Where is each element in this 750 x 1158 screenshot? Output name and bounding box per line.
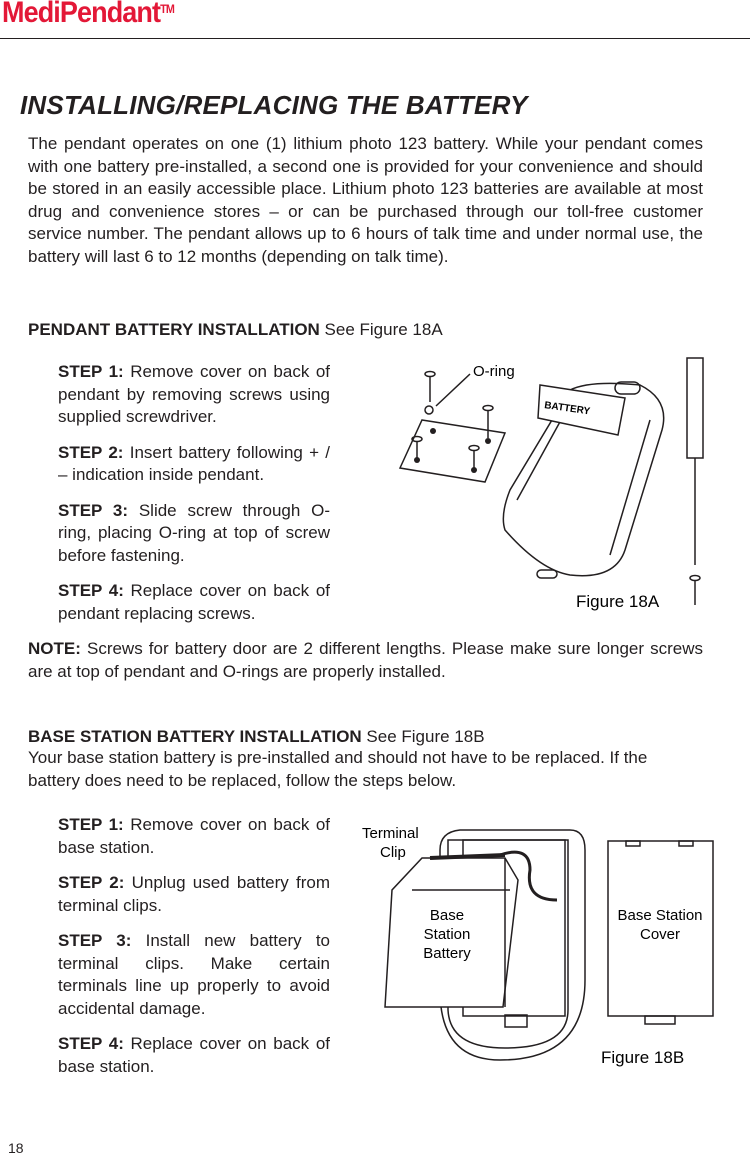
page-title: INSTALLING/REPLACING THE BATTERY — [20, 90, 528, 120]
base-step-1: STEP 1: Remove cover on back of base station. — [58, 815, 331, 857]
header-divider — [0, 38, 750, 39]
cover-label-2: Cover — [639, 926, 681, 943]
pendant-steps — [58, 361, 330, 638]
base-step-3: STEP 3: Install new battery to terminal clips. Make certain terminals line up properly to avoid accidental damage. — [58, 931, 330, 1018]
battery-label: Base — [429, 907, 465, 924]
pendant-section-heading: PENDANT BATTERY INSTALLATION See Figure 18A — [28, 320, 443, 339]
figure-18b — [340, 810, 740, 1080]
base-section-heading: BASE STATION BATTERY INSTALLATION See Figure 18B — [28, 727, 485, 746]
figure-18a — [340, 340, 750, 620]
terminal-clip-label-2: Clip — [380, 844, 406, 861]
figure-18b-caption: Figure 18B — [601, 1048, 685, 1067]
cover-label: Base Station — [617, 907, 703, 924]
base-step-2: STEP 2: Unplug used battery from terminal clips. — [58, 873, 330, 915]
battery-label: BATTERY — [543, 400, 591, 418]
terminal-clip-label: Terminal — [362, 825, 419, 842]
brand-logo: MediPendant™ — [2, 0, 174, 29]
pendant-step-3: STEP 3: Slide screw through O-ring, placing O-ring at top of screw before fastening. — [58, 500, 330, 565]
pendant-step-1: STEP 1: Remove cover on back of pendant by removing screws using supplied screwdriver. — [58, 362, 331, 426]
pendant-note: NOTE: Screws for battery door are 2 different lengths. Please make sure longer screws are at top of pendant and O-rings are properly installed. — [28, 639, 703, 681]
battery-label-3: Battery — [423, 945, 471, 962]
pendant-step-2: STEP 2: Insert battery following + / – indication inside pendant. — [58, 442, 331, 484]
figure-18a-caption: Figure 18A — [576, 592, 660, 611]
battery-label-2: Station — [423, 926, 471, 943]
page-number: 18 — [8, 1140, 24, 1156]
battery-cover-plate — [400, 420, 505, 482]
base-step-4: STEP 4: Replace cover on back of base station. — [58, 1034, 330, 1076]
screw-icon — [425, 372, 435, 403]
intro-paragraph: The pendant operates on one (1) lithium photo 123 battery. While your pendant comes with one battery pre-installed, a second one is provided for your convenience and should be stored in an easily accessible place. Lithium photo 123 batteries are available at most drug and convenience stores – or can be purchased through our toll-free customer service number. The pendant allows up to 6 hours of talk time and under normal use, the battery will last 6 to 12 months (depending on talk time). — [28, 134, 703, 266]
screwdriver-handle — [687, 358, 703, 458]
base-intro: Your base station battery is pre-installed and should not have to be replaced. If the battery does need to be replaced, follow the steps below. — [28, 748, 648, 790]
base-steps — [58, 814, 330, 1091]
pendant-step-4: STEP 4: Replace cover on back of pendant replacing screws. — [58, 581, 330, 623]
oring-label: O-ring — [473, 363, 515, 380]
o-ring — [425, 406, 433, 414]
